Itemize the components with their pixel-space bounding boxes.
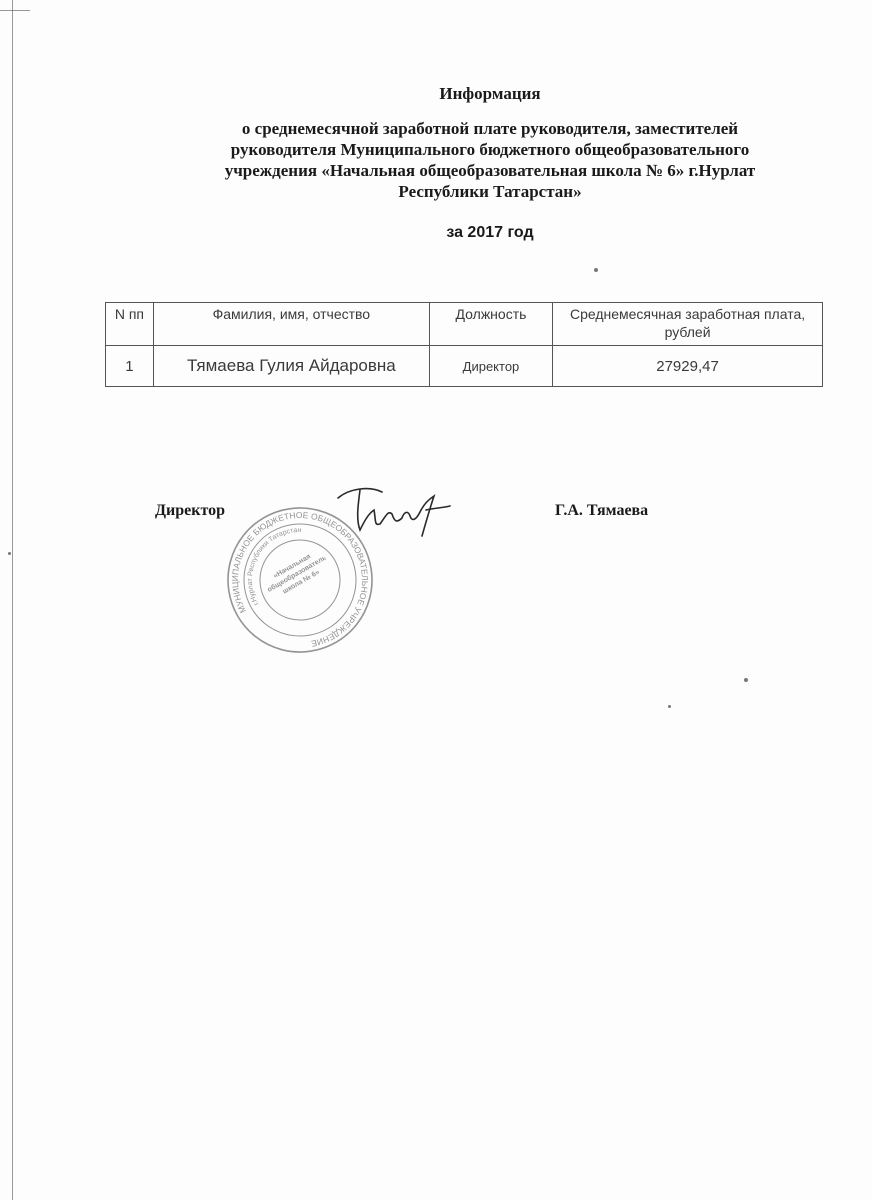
document-subtitle [160, 118, 820, 202]
header-position: Должность [429, 303, 552, 346]
scan-speck [594, 268, 598, 272]
cell-salary: 27929,47 [553, 346, 823, 387]
cell-position: Директор [429, 346, 552, 387]
official-stamp-icon [225, 505, 375, 655]
header-full-name: Фамилия, имя, отчество [153, 303, 429, 346]
cell-number: 1 [106, 346, 154, 387]
subtitle-line: руководителя Муниципального бюджетного общеобразовательного [230, 140, 750, 159]
header-number: N пп [106, 303, 154, 346]
signature-role: Директор [155, 502, 225, 519]
subtitle-line: Республики Татарстан» [398, 182, 582, 201]
scan-edge-left [12, 0, 13, 1200]
header-salary: Среднемесячная заработная плата, рублей [553, 303, 823, 346]
scan-speck [668, 705, 671, 708]
salary-table [105, 302, 823, 387]
scan-speck [8, 552, 11, 555]
document-title: Информация [439, 84, 541, 103]
table-row [106, 346, 823, 387]
table-header-row [106, 303, 823, 346]
subtitle-line: о среднемесячной заработной плате руководителя, заместителей [241, 119, 739, 138]
scan-speck [744, 678, 748, 682]
report-period: за 2017 год [446, 224, 534, 241]
signatory-name: Г.А. Тямаева [555, 502, 649, 519]
subtitle-line: учреждения «Начальная общеобразовательная школа № 6» г.Нурлат [224, 161, 756, 180]
stamp-outer-text: МУНИЦИПАЛЬНОЕ БЮДЖЕТНОЕ ОБЩЕОБРАЗОВАТЕЛЬНОЕ УЧРЕЖДЕНИЕ [229, 509, 371, 649]
scan-edge-top [0, 10, 30, 11]
stamp-center-text: «Начальная общеобразовательная школа № 6» [266, 548, 339, 596]
cell-full-name: Тямаева Гулия Айдаровна [153, 346, 429, 387]
stamp-city-text: г.Нурлат Республики Татарстан [246, 526, 302, 607]
